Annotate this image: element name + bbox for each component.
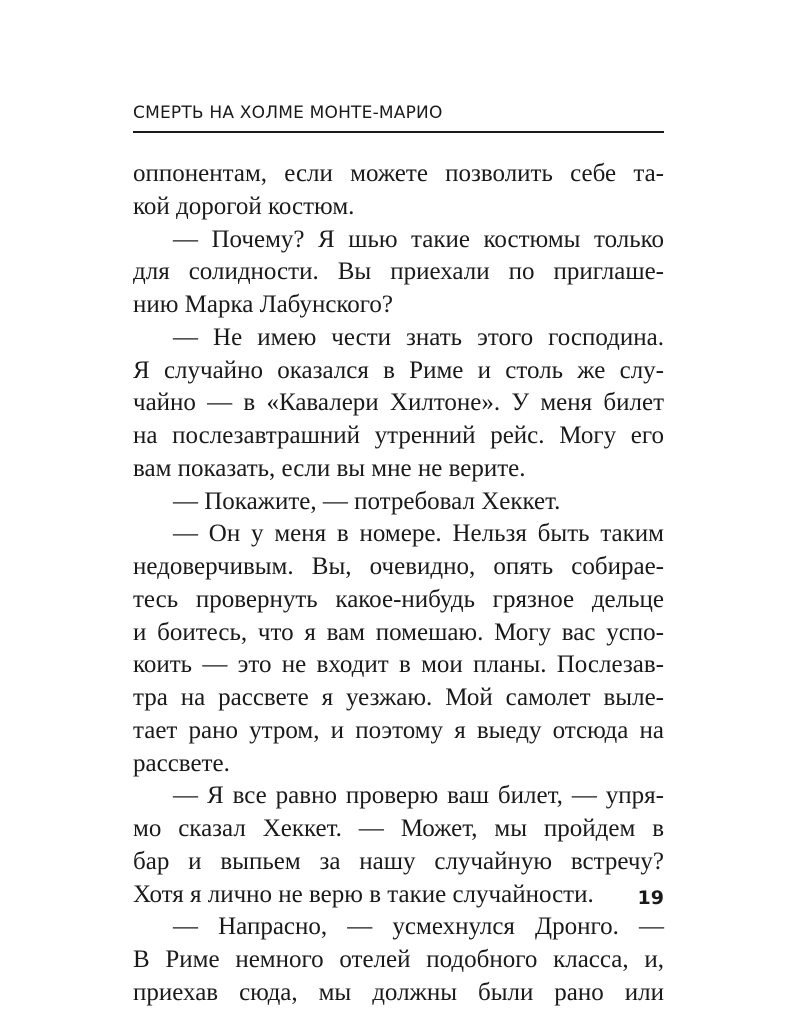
text-line: оппонентам, если можете позволить себе та-	[133, 160, 664, 187]
text-line: Хотя я лично не верю в такие случайности.	[133, 880, 594, 908]
text-line: недоверчивым. Вы, очевидно, опять собирае-	[133, 553, 664, 580]
text-line: — Напрасно, — усмехнулся Дронго. —	[173, 913, 664, 941]
page-number: 19	[637, 887, 664, 909]
text-line: кой дорогой костюм.	[133, 192, 355, 220]
body-text	[133, 158, 664, 1010]
text-line: мо сказал Хеккет. — Может, мы пройдем в	[133, 815, 664, 842]
text-line: вам показать, если вы мне не верите.	[133, 454, 526, 482]
text-line: тесь провернуть какое-нибудь грязное дельце	[133, 585, 664, 613]
running-title: СМЕРТЬ НА ХОЛМЕ МОНТЕ-МАРИО	[133, 103, 443, 123]
text-line: бар и выпьем за нашу случайную встречу?	[133, 847, 664, 875]
text-line: рассвете.	[133, 749, 230, 777]
text-line: — Он у меня в номере. Нельзя быть таким	[173, 520, 664, 548]
text-line: тра на рассвете я уезжаю. Мой самолет выле-	[133, 684, 664, 711]
text-line: для солидности. Вы приехали по приглаше-	[133, 258, 664, 286]
header-rule	[133, 131, 664, 133]
text-line: — Почему? Я шью такие костюмы только	[173, 225, 664, 253]
text-line: приехав сюда, мы должны были рано или	[133, 978, 664, 1006]
text-line: на послезавтрашний утренний рейс. Могу его	[133, 422, 664, 449]
text-line: тает рано утром, и поэтому я выеду отсюда на	[133, 716, 664, 744]
text-line: В Риме немного отелей подобного класса, и,	[133, 946, 664, 973]
text-line: нию Марка Лабунского?	[133, 291, 394, 318]
text-line: — Не имею чести знать этого господина.	[173, 323, 664, 351]
text-line: — Я все равно проверю ваш билет, — упря-	[173, 782, 664, 810]
text-line: и боитесь, что я вам помешаю. Могу вас успо-	[133, 618, 664, 646]
text-line: чайно — в «Кавалери Хилтоне». У меня билет	[133, 389, 664, 417]
text-line: Я случайно оказался в Риме и столь же слу-	[133, 356, 664, 384]
text-line: коить — это не входит в мои планы. Послезав-	[133, 651, 664, 679]
text-line: — Покажите, — потребовал Хеккет.	[173, 487, 561, 515]
